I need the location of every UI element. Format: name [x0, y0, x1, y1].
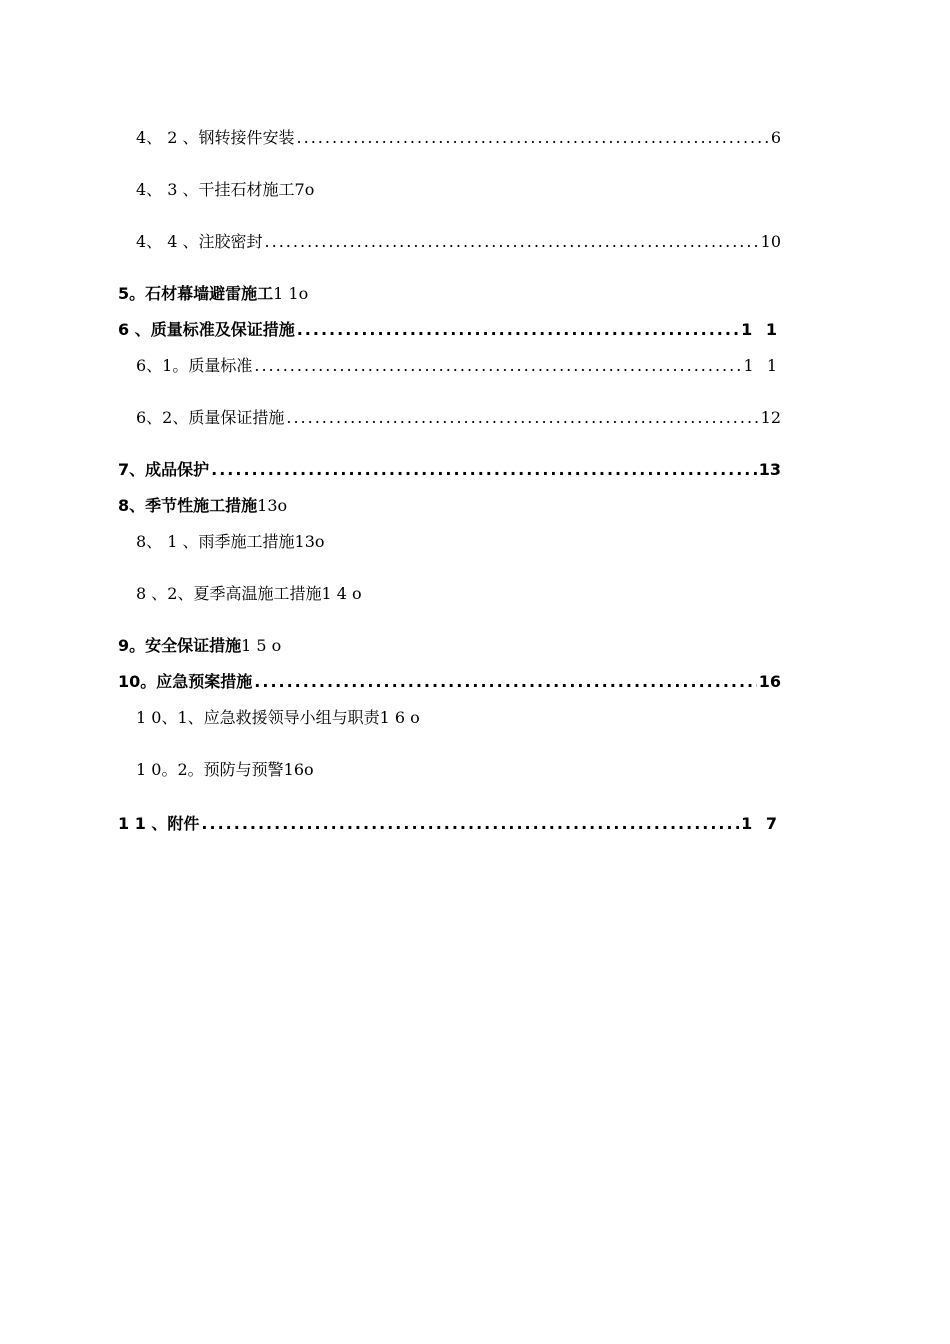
- toc-entry-8[interactable]: [118, 494, 287, 518]
- toc-entry-page: 12: [760, 408, 781, 427]
- toc-entry-page: 13o: [257, 496, 288, 515]
- toc-entry-page: 10: [760, 232, 781, 251]
- toc-entry-10-1[interactable]: [136, 706, 420, 730]
- toc-entry-page: 6: [770, 128, 781, 147]
- toc-entry-page: 13: [758, 460, 781, 479]
- toc-entry-4-2[interactable]: [136, 126, 781, 150]
- toc-entry-6[interactable]: [118, 318, 781, 342]
- dot-leader: [211, 458, 757, 482]
- toc-entry-page: 1 7: [741, 814, 781, 833]
- dot-leader: [286, 406, 758, 430]
- toc-entry-page: 1 5 o: [241, 636, 282, 655]
- toc-entry-page: 16o: [283, 760, 314, 779]
- toc-entry-4-4[interactable]: [136, 230, 781, 254]
- dot-leader: [297, 126, 769, 150]
- toc-entry-page: 7o: [294, 180, 315, 199]
- toc-entry-page: 1 1: [741, 320, 781, 339]
- toc-entry-title: 1 0。2。预防与预警: [136, 760, 284, 779]
- toc-entry-10-2[interactable]: [136, 758, 314, 782]
- toc-entry-title: 4、 3 、干挂石材施工: [136, 180, 295, 199]
- toc-entry-page: 1 6 o: [379, 708, 420, 727]
- toc-entry-page: 16: [758, 672, 781, 691]
- toc-entry-title: 6、1。质量标准: [136, 356, 253, 375]
- toc-entry-7[interactable]: [118, 458, 781, 482]
- toc-entry-10[interactable]: [118, 670, 781, 694]
- toc-entry-title: 4、 2 、钢转接件安装: [136, 128, 295, 147]
- toc-entry-11[interactable]: [118, 812, 781, 836]
- toc-entry-title: 8、季节性施工措施: [118, 496, 258, 515]
- toc-entry-page: 1 4 o: [321, 584, 362, 603]
- toc-entry-title: 6、2、质量保证措施: [136, 408, 285, 427]
- toc-entry-6-2[interactable]: [136, 406, 781, 430]
- toc-entry-title: 7、成品保护: [118, 460, 210, 479]
- dot-leader: [201, 812, 739, 836]
- toc-entry-title: 10。应急预案措施: [118, 672, 253, 691]
- toc-entry-4-3[interactable]: [136, 178, 314, 202]
- toc-entry-8-2[interactable]: [136, 582, 362, 606]
- toc-entry-6-1[interactable]: [136, 354, 781, 378]
- dot-leader: [254, 670, 756, 694]
- toc-entry-title: 9。安全保证措施: [118, 636, 242, 655]
- toc-entry-5[interactable]: [118, 282, 308, 306]
- toc-entry-page: 13o: [294, 532, 325, 551]
- dot-leader: [297, 318, 739, 342]
- toc-entry-9[interactable]: [118, 634, 281, 658]
- toc-entry-title: 1 0、1、应急救援领导小组与职责: [136, 708, 380, 727]
- toc-entry-8-1[interactable]: [136, 530, 325, 554]
- toc-entry-title: 1 1 、附件: [118, 814, 200, 833]
- toc-entry-title: 6 、质量标准及保证措施: [118, 320, 295, 339]
- toc-entry-page: 1 1o: [273, 284, 309, 303]
- toc-entry-title: 4、 4 、注胶密封: [136, 232, 263, 251]
- dot-leader: [254, 354, 741, 378]
- toc-entry-page: 1 1: [743, 356, 781, 375]
- toc-entry-title: 5。石材幕墙避雷施工: [118, 284, 274, 303]
- toc-entry-title: 8、 1 、雨季施工措施: [136, 532, 295, 551]
- dot-leader: [265, 230, 759, 254]
- toc-entry-title: 8 、2、夏季高温施工措施: [136, 584, 322, 603]
